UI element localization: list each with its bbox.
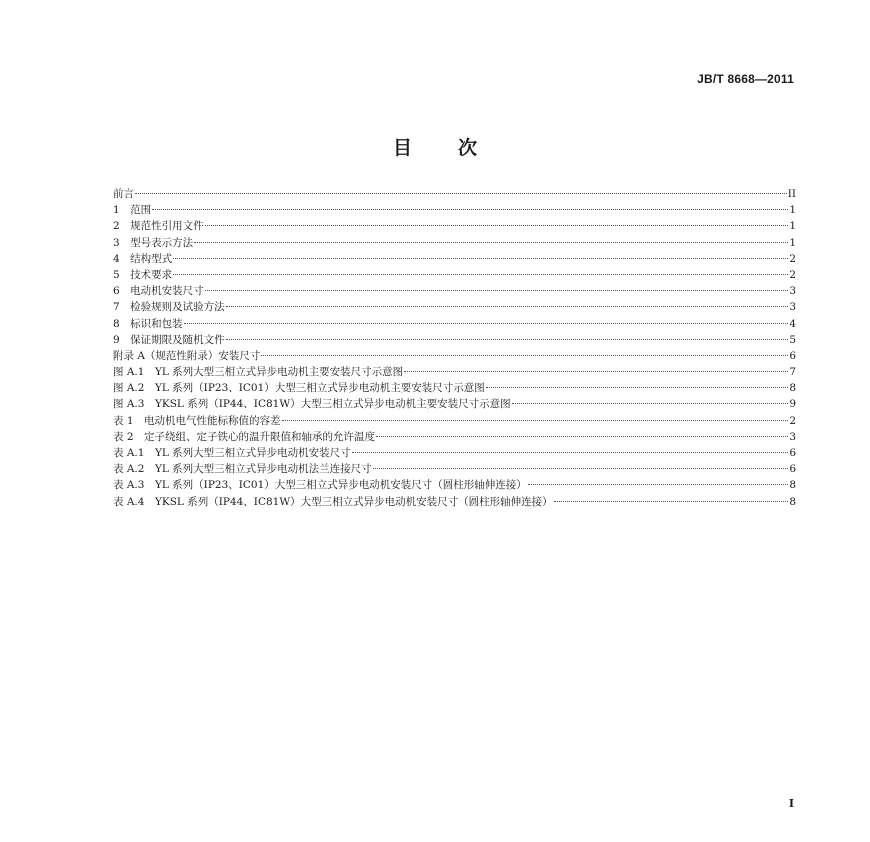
toc-entry[interactable] (113, 348, 796, 364)
toc-entry-label: 3 型号表示方法 (113, 236, 194, 249)
toc-entry-page: 1 (789, 236, 796, 249)
toc-entry[interactable] (113, 364, 796, 380)
toc-entry-page: 2 (789, 414, 796, 427)
toc-leader-dots (512, 403, 789, 404)
toc-entry-page: II (787, 188, 796, 200)
toc-entry-page: 2 (789, 252, 796, 265)
toc-entry-page: 8 (789, 495, 796, 508)
toc-entry-label: 表 1 电动机电气性能标称值的容差 (113, 414, 281, 427)
toc-leader-dots (226, 339, 789, 340)
toc-entry-page: 1 (789, 204, 796, 217)
toc-entry-page: 6 (789, 463, 796, 476)
toc-leader-dots (404, 371, 788, 372)
page-number: I (788, 797, 794, 810)
toc-entry[interactable] (113, 445, 796, 461)
toc-entry[interactable] (113, 413, 796, 429)
toc-entry[interactable] (113, 299, 796, 315)
toc-entry[interactable] (113, 202, 796, 218)
toc-leader-dots (173, 274, 788, 275)
toc-leader-dots (226, 306, 789, 307)
toc-leader-dots (173, 258, 788, 259)
toc-leader-dots (352, 452, 789, 453)
toc-entry-label: 图 A.2 YL 系列（IP23、IC01）大型三相立式异步电动机主要安装尺寸示意图 (113, 382, 485, 395)
toc-entry-page: 3 (789, 285, 796, 298)
toc-entry-page: 6 (789, 447, 796, 459)
toc-entry-page: 3 (789, 301, 796, 314)
standard-number: JB/T 8668—2011 (697, 72, 794, 86)
toc-entry-page: 1 (789, 220, 796, 233)
toc-entry[interactable] (113, 283, 796, 299)
title-char-1: 目 (392, 137, 412, 159)
toc-leader-dots (194, 242, 788, 243)
toc-entry[interactable] (113, 380, 796, 396)
toc-entry[interactable] (113, 186, 796, 202)
toc-entry-page: 5 (789, 333, 796, 346)
toc-entry-label: 表 A.2 YL 系列大型三相立式异步电动机法兰连接尺寸 (113, 463, 372, 476)
toc-leader-dots (261, 355, 788, 356)
toc-entry[interactable] (113, 267, 796, 283)
toc-entry-label: 4 结构型式 (113, 252, 173, 265)
toc-entry[interactable] (113, 494, 796, 510)
toc-entry[interactable] (113, 251, 796, 267)
toc-entry-label: 附录 A（规范性附录）安装尺寸 (113, 349, 261, 362)
toc-leader-dots (554, 501, 789, 502)
toc-entry[interactable] (113, 235, 796, 251)
toc-leader-dots (135, 193, 787, 194)
toc-leader-dots (282, 420, 789, 421)
toc-leader-dots (205, 290, 789, 291)
toc-entry-page: 9 (789, 398, 796, 411)
toc-entry-page: 7 (789, 366, 796, 379)
toc-entry-page: 6 (789, 349, 796, 362)
toc-leader-dots (205, 225, 789, 226)
toc-entry[interactable] (113, 429, 796, 445)
toc-entry[interactable] (113, 316, 796, 332)
page-title (0, 133, 870, 160)
toc-entry[interactable] (113, 461, 796, 477)
toc-entry[interactable] (113, 477, 796, 493)
toc-entry[interactable] (113, 396, 796, 412)
toc-entry[interactable] (113, 218, 796, 234)
table-of-contents (113, 186, 796, 510)
toc-entry-label: 1 范围 (113, 204, 152, 217)
toc-entry-label: 图 A.1 YL 系列大型三相立式异步电动机主要安装尺寸示意图 (113, 366, 404, 379)
toc-entry-label: 表 A.4 YKSL 系列（IP44、IC81W）大型三相立式异步电动机安装尺寸（圆柱形轴伸连接） (113, 495, 553, 508)
toc-entry-label: 2 规范性引用文件 (113, 220, 204, 233)
toc-entry-label: 9 保证期限及随机文件 (113, 333, 225, 346)
toc-entry-label: 表 A.1 YL 系列大型三相立式异步电动机安装尺寸 (113, 447, 351, 459)
toc-entry-page: 8 (789, 382, 796, 395)
toc-entry-label: 表 2 定子绕组、定子铁心的温升限值和轴承的允许温度 (113, 430, 376, 443)
toc-leader-dots (373, 468, 789, 469)
toc-entry-page: 8 (789, 479, 796, 492)
toc-entry-label: 5 技术要求 (113, 268, 173, 281)
toc-entry-label: 前言 (113, 188, 134, 200)
toc-entry-label: 6 电动机安装尺寸 (113, 285, 204, 298)
toc-leader-dots (376, 436, 788, 437)
toc-entry-page: 4 (789, 317, 796, 330)
toc-entry-page: 3 (789, 430, 796, 443)
toc-entry-label: 表 A.3 YL 系列（IP23、IC01）大型三相立式异步电动机安装尺寸（圆柱形轴伸连接） (113, 479, 527, 492)
toc-leader-dots (152, 209, 788, 210)
toc-leader-dots (486, 387, 789, 388)
title-char-2: 次 (458, 137, 478, 159)
toc-entry[interactable] (113, 332, 796, 348)
toc-leader-dots (528, 484, 789, 485)
toc-entry-label: 图 A.3 YKSL 系列（IP44、IC81W）大型三相立式异步电动机主要安装尺寸示意图 (113, 398, 511, 411)
toc-entry-page: 2 (789, 268, 796, 281)
toc-entry-label: 8 标识和包装 (113, 317, 183, 330)
toc-entry-label: 7 检验规则及试验方法 (113, 301, 225, 314)
toc-leader-dots (184, 323, 789, 324)
